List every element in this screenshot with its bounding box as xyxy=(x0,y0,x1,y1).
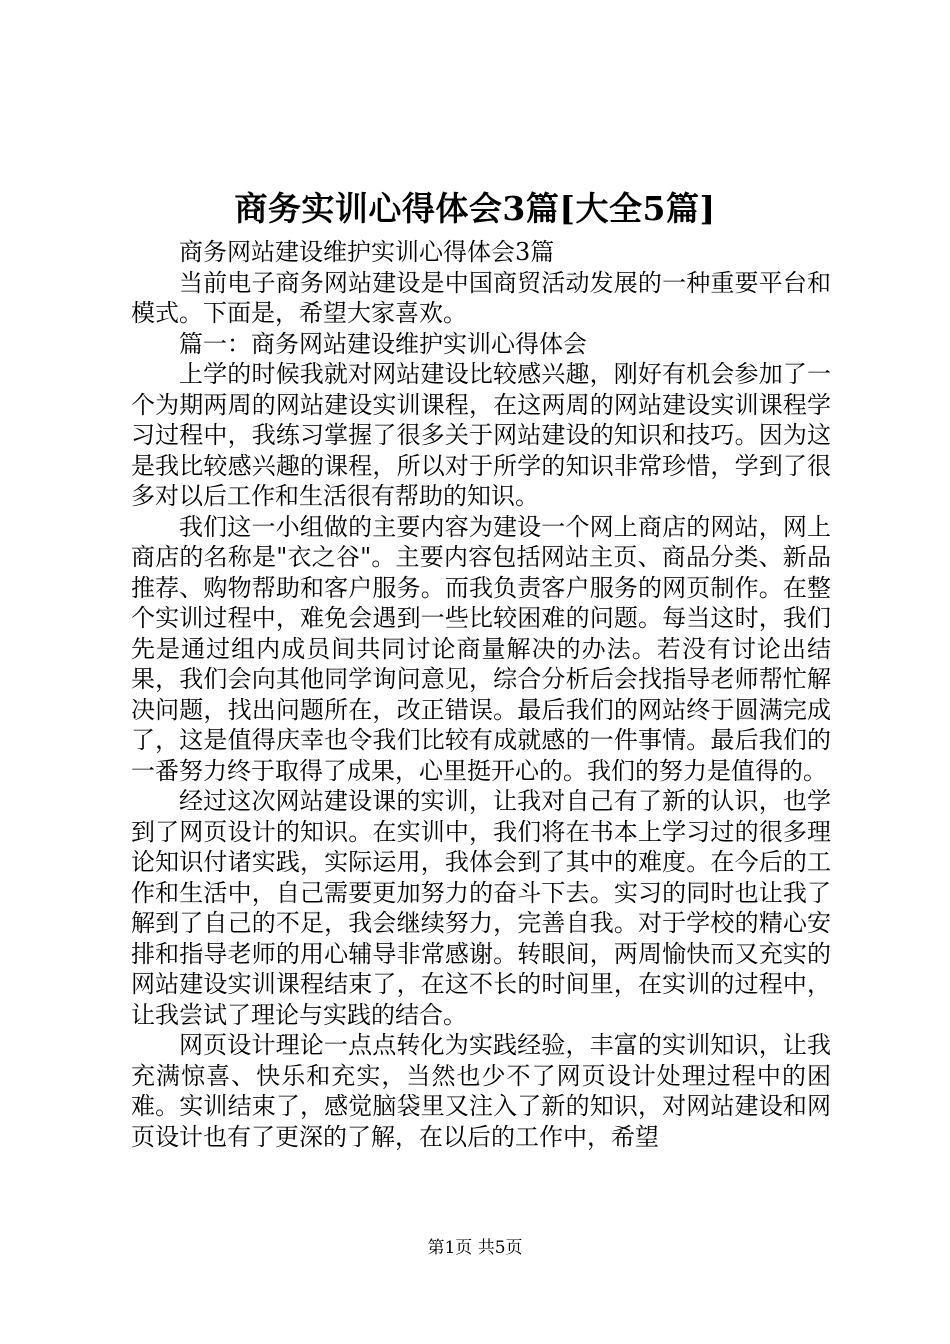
paragraph-body: 网页设计理论一点点转化为实践经验，丰富的实训知识，让我充满惊喜、快乐和充实，当然也少不了网页设计处理过程中的困难。实训结束了，感觉脑袋里又注入了新的知识，对网站建设和网页设计也有了更深的了解，在以后的工作中，希望 xyxy=(131,1031,831,1151)
paragraph-intro: 当前电子商务网站建设是中国商贸活动发展的一种重要平台和模式。下面是，希望大家喜欢。 xyxy=(131,268,831,327)
page-number-footer: 第1页 共5页 xyxy=(427,1238,523,1258)
paragraph-body: 上学的时候我就对网站建设比较感兴趣，刚好有机会参加了一个为期两周的网站建设实训课程，在这两周的网站建设实训课程学习过程中，我练习掌握了很多关于网站建设的知识和技巧。因为这是我比较感兴趣的课程，所以对于所学的知识非常珍惜，学到了很多对以后工作和生活很有帮助的知识。 xyxy=(131,360,831,510)
paragraph-subtitle: 商务网站建设维护实训心得体会3篇 xyxy=(179,238,555,266)
paragraph-section-heading: 篇一：商务网站建设维护实训心得体会 xyxy=(179,329,587,358)
document-body xyxy=(131,237,831,1152)
paragraph-body: 经过这次网站建设课的实训，让我对自己有了新的认识，也学到了网页设计的知识。在实训中，我们将在书本上学习过的很多理论知识付诸实践，实际运用，我体会到了其中的难度。在今后的工作和生活中，自己需要更加努力的奋斗下去。实习的同时也让我了解到了自己的不足，我会继续努力，完善自我。对于学校的精心安排和指导老师的用心辅导非常感谢。转眼间，两周愉快而又充实的网站建设实训课程结束了，在这不长的时间里，在实训的过程中，让我尝试了理论与实践的结合。 xyxy=(131,787,831,1029)
paragraph-body: 我们这一小组做的主要内容为建设一个网上商店的网站，网上商店的名称是"衣之谷"。主要内容包括网站主页、商品分类、新品推荐、购物帮助和客户服务。而我负责客户服务的网页制作。在整个实训过程中，难免会遇到一些比较困难的问题。每当这时，我们先是通过组内成员间共同讨论商量解决的办法。若没有讨论出结果，我们会向其他同学询问意见，综合分析后会找指导老师帮忙解决问题，找出问题所在，改正错误。最后我们的网站终于圆满完成了，这是值得庆幸也令我们比较有成就感的一件事情。最后我们的一番努力终于取得了成果，心里挺开心的。我们的努力是值得的。 xyxy=(131,512,831,785)
document-title: 商务实训心得体会3篇[大全5篇] xyxy=(234,189,716,228)
